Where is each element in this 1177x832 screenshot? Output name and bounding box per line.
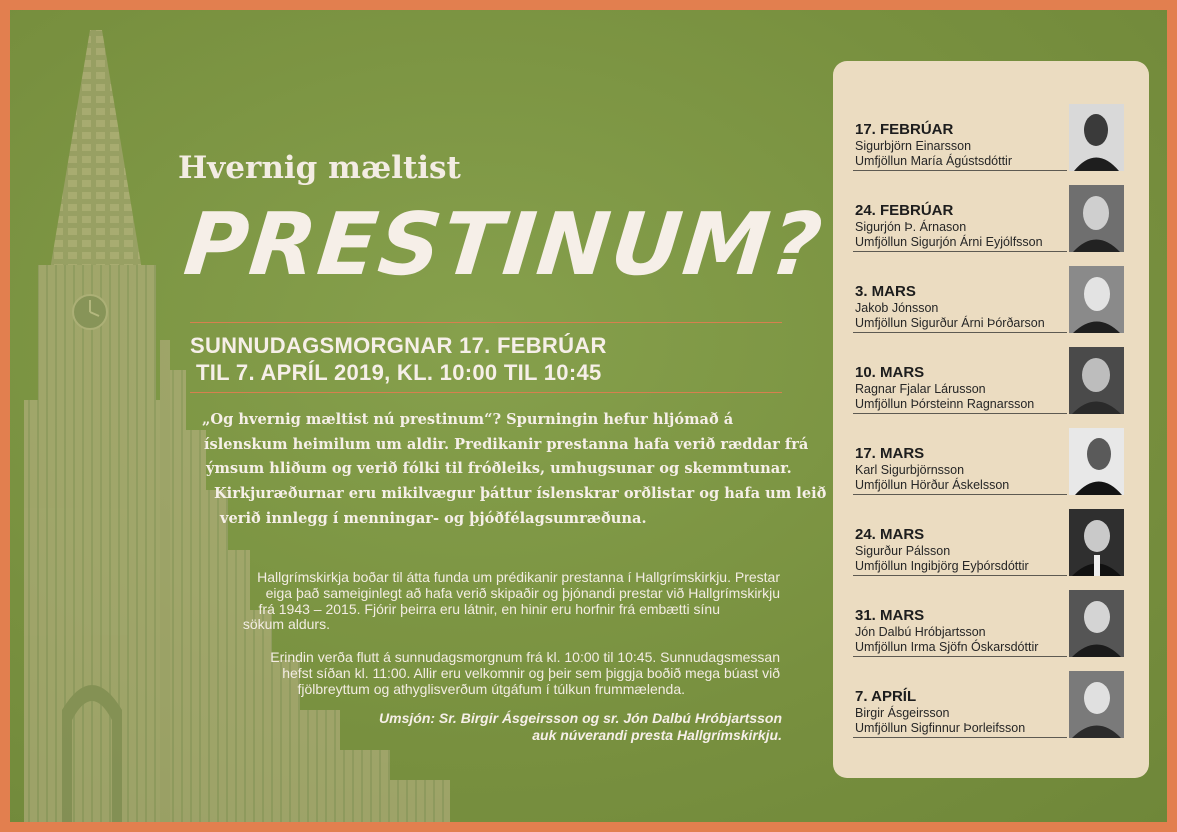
poster	[10, 10, 1167, 822]
entry-speaker: Birgir Ásgeirsson	[855, 706, 950, 720]
entry-reviewer: Umfjöllun Sigfinnur Þorleifsson	[855, 721, 1026, 735]
portrait-photo	[1069, 509, 1124, 576]
intro-quote	[202, 408, 827, 532]
entry-date: 17. MARS	[855, 445, 925, 462]
entry-speaker: Ragnar Fjalar Lárusson	[855, 382, 986, 396]
entry-date: 24. MARS	[855, 526, 925, 543]
entry-divider	[853, 170, 1067, 171]
credit-line: Umsjón: Sr. Birgir Ásgeirsson og sr. Jón Dalbú Hróbjartsson	[379, 710, 782, 726]
quote-line: Kirkjuræðurnar eru mikilvægur þáttur íslenskrar orðlistar og hafa um leið	[214, 485, 827, 503]
entry-divider	[853, 332, 1067, 333]
divider-top	[190, 322, 782, 323]
poster-title: PRESTINUM?	[179, 195, 829, 295]
entry-date: 10. MARS	[855, 364, 925, 381]
entry-reviewer: Umfjöllun Irma Sjöfn Óskarsdóttir	[855, 640, 1039, 654]
portrait-photo	[1069, 185, 1124, 252]
entry-reviewer: Umfjöllun Hörður Áskelsson	[855, 478, 1010, 492]
portrait-photo	[1069, 104, 1124, 171]
entry-divider	[853, 251, 1067, 252]
entry-divider	[853, 656, 1067, 657]
paragraph-line: Hallgrímskirkja boðar til átta funda um prédikanir prestanna í Hallgrímskirkju. Prestar	[257, 569, 780, 585]
entry-speaker: Jakob Jónsson	[855, 301, 939, 315]
entry-divider	[853, 737, 1067, 738]
quote-line: „Og hvernig mæltist nú prestinum“? Spurningin hefur hljómað á	[202, 411, 734, 428]
entry-date: 7. APRÍL	[855, 688, 917, 705]
paragraph-line: eiga það sameiginlegt að hafa verið skipaðir og þjónandi prestar við Hallgrímskirkju	[265, 584, 780, 601]
entry-reviewer: Umfjöllun Ingibjörg Eyþórsdóttir	[855, 559, 1029, 573]
portrait-photo	[1069, 347, 1124, 414]
quote-line: ýmsum hliðum og verið fólki til fróðleiks, umhugsunar og skemmtunar.	[206, 460, 792, 478]
poster-subtitle: Hvernig mæltist	[178, 150, 461, 186]
paragraph-line: Erindin verða flutt á sunnudagsmorgnum frá kl. 10:00 til 10:45. Sunnudagsmessan	[270, 649, 780, 665]
description-paragraph-1	[220, 570, 780, 633]
credit-line: auk núverandi presta Hallgrímskirkju.	[532, 727, 782, 743]
entry-date: 3. MARS	[855, 283, 916, 300]
portrait-photo	[1069, 266, 1124, 333]
entry-speaker: Karl Sigurbjörnsson	[855, 463, 965, 477]
entry-speaker: Jón Dalbú Hróbjartsson	[855, 625, 986, 639]
dates-line-1: SUNNUDAGSMORGNAR 17. FEBRÚAR	[190, 333, 607, 358]
entry-date: 24. FEBRÚAR	[855, 202, 954, 219]
description-paragraph-2	[220, 650, 780, 697]
dates-line-2: TIL 7. APRÍL 2019, KL. 10:00 TIL 10:45	[196, 360, 602, 385]
entry-divider	[853, 413, 1067, 414]
entry-divider	[853, 494, 1067, 495]
entry-speaker: Sigurbjörn Einarsson	[855, 139, 972, 153]
entry-reviewer: Umfjöllun Sigurður Árni Þórðarson	[855, 316, 1045, 330]
entry-divider	[853, 575, 1067, 576]
paragraph-line: hefst síðan kl. 11:00. Allir eru velkomnir og þeir sem þiggja boðið mega búast við	[282, 664, 780, 681]
entry-date: 17. FEBRÚAR	[855, 121, 954, 138]
entry-speaker: Sigurður Pálsson	[855, 544, 951, 558]
entry-reviewer: Umfjöllun María Ágústsdóttir	[855, 154, 1013, 168]
quote-line: íslenskum heimilum um aldir. Predikanir prestanna hafa verið ræddar frá	[204, 435, 809, 453]
organizer-credit	[379, 710, 782, 744]
paragraph-line: sökum aldurs.	[242, 616, 330, 633]
portrait-photo	[1069, 671, 1124, 738]
portrait-photo	[1069, 590, 1124, 657]
entry-date: 31. MARS	[855, 607, 925, 624]
entry-reviewer: Umfjöllun Þórsteinn Ragnarsson	[855, 397, 1035, 411]
quote-line: verið innlegg í menningar- og þjóðfélagsumræðuna.	[220, 509, 647, 527]
paragraph-line: fjölbreyttum og athyglisverðum útgáfum í túlkun frummælenda.	[297, 680, 685, 697]
paragraph-line: frá 1943 – 2015. Fjórir þeirra eru látnir, en hinir eru horfnir frá embætti sínu	[258, 600, 720, 617]
schedule-panel	[833, 61, 1149, 778]
portrait-photo	[1069, 428, 1124, 495]
entry-speaker: Sigurjón Þ. Árnason	[855, 220, 967, 234]
divider-bottom	[190, 392, 782, 393]
entry-reviewer: Umfjöllun Sigurjón Árni Eyjólfsson	[855, 235, 1043, 249]
